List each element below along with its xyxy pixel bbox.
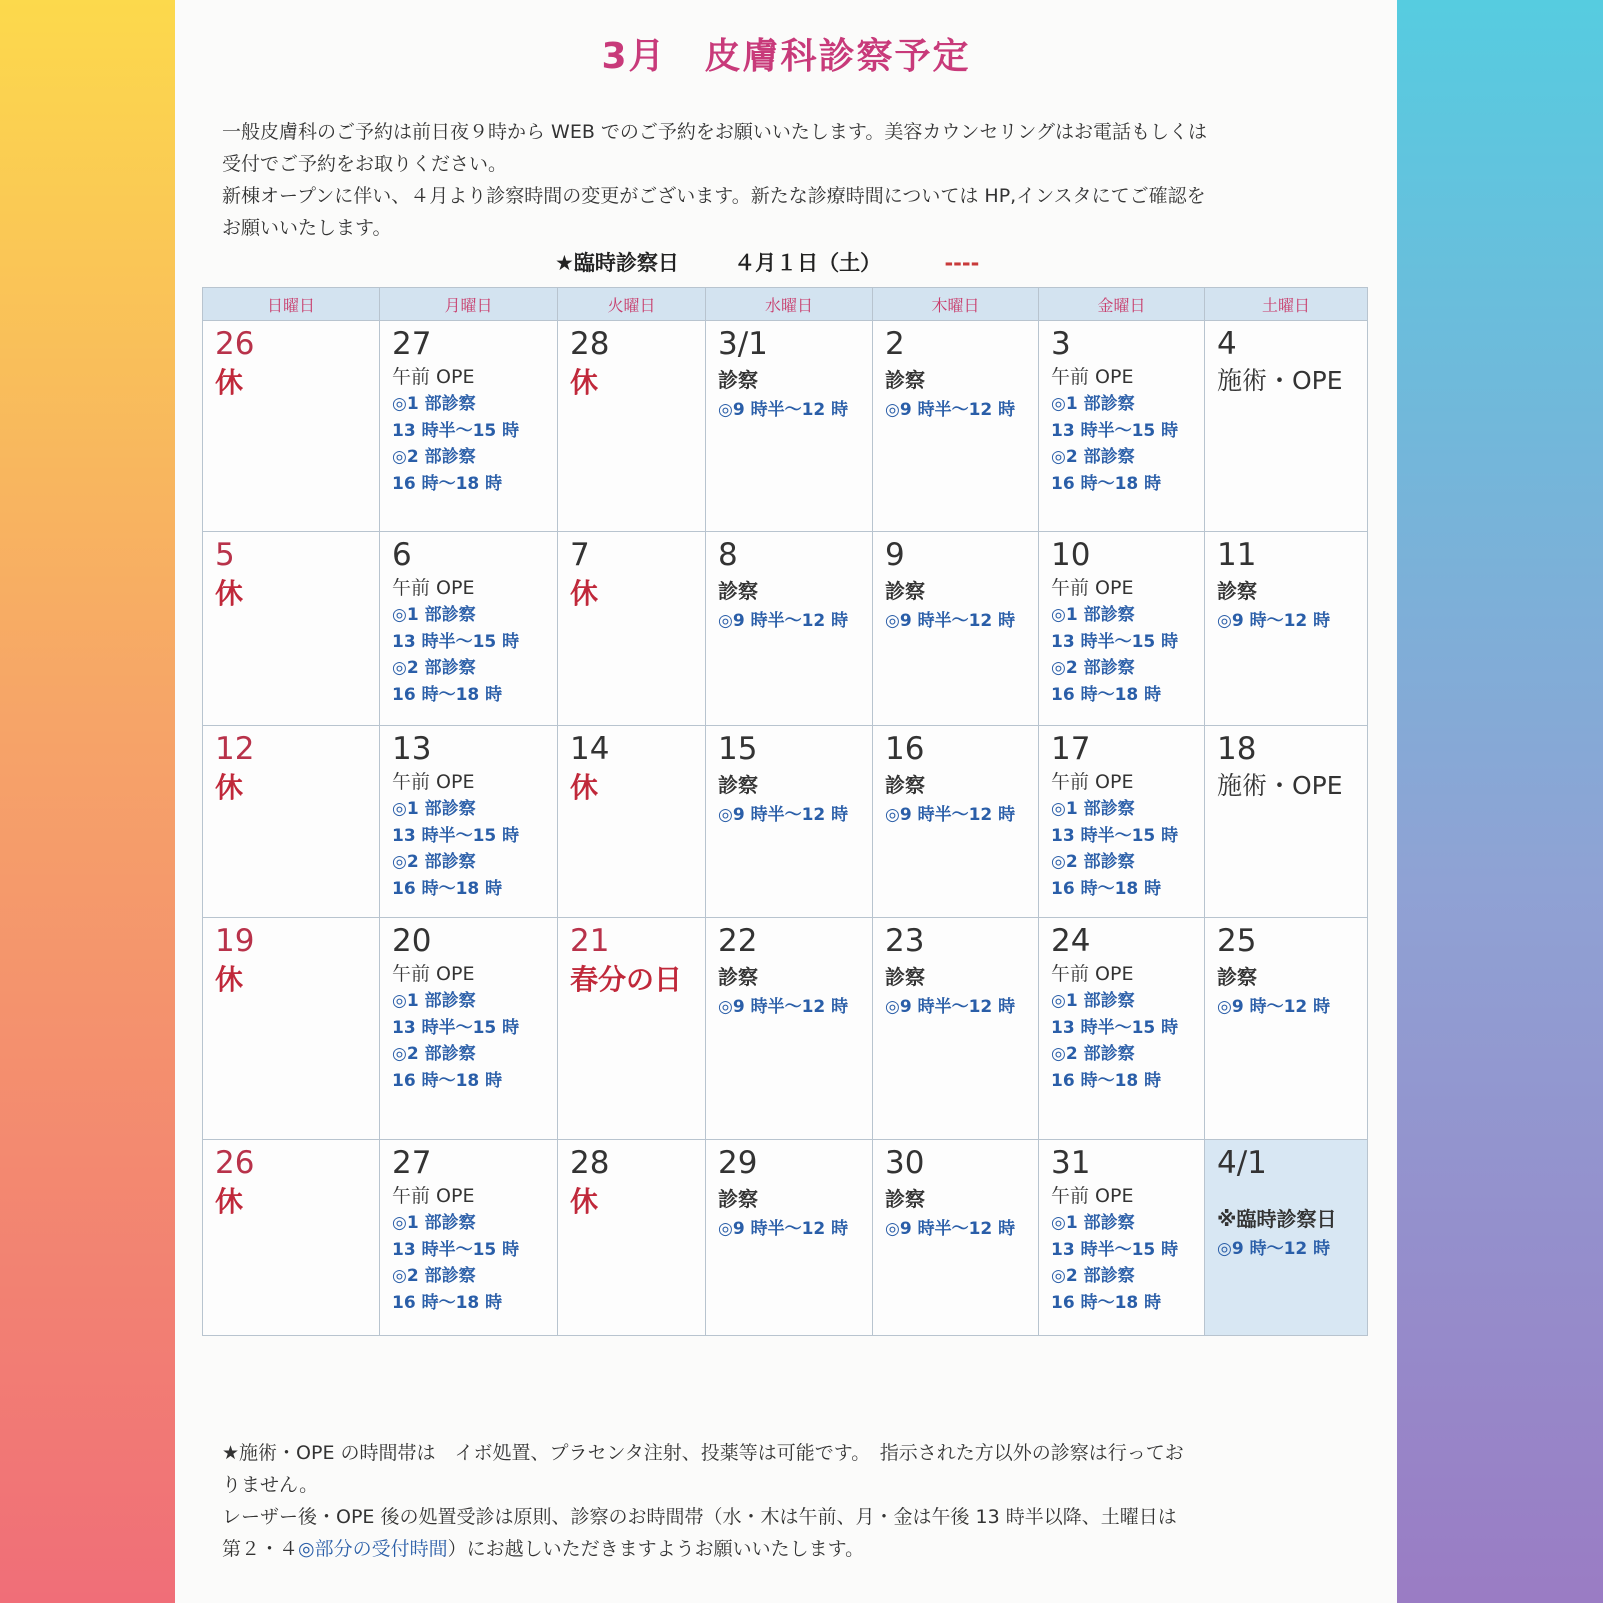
calendar-week-row [203,726,1368,918]
closed-label: 休 [570,577,599,610]
closed-label: 休 [215,366,244,399]
calendar-day-cell [873,321,1039,532]
calendar-day-cell [1205,726,1368,918]
closed-label: 休 [215,1185,244,1218]
day-number: 24 [1051,923,1091,959]
calendar-day-cell [203,321,380,532]
calendar-day-cell [380,1140,558,1336]
exam-label: 診察 [885,773,925,797]
closed-label: 休 [215,577,244,610]
exam-label: 診察 [885,579,925,603]
intro-line: 受付でご予約をお取りください。 [222,153,508,175]
day-number: 13 [392,731,432,767]
calendar-day-cell [380,321,558,532]
session-2-label: ◎2 部診察 [392,1266,476,1286]
calendar-table [202,287,1368,1336]
weekday-header: 月曜日 [380,288,558,321]
calendar-week-row [203,1140,1368,1336]
session-2-time: 16 時～18 時 [392,878,503,899]
day-number: 17 [1051,731,1091,767]
exam-time: ◎9 時半～12 時 [718,1219,849,1239]
session-2-label: ◎2 部診察 [1051,658,1135,678]
session-2-time: 16 時～18 時 [392,1292,503,1313]
calendar-day-cell [1205,321,1368,532]
exam-time: ◎9 時半～12 時 [885,997,1016,1017]
exam-time: ◎9 時半～12 時 [885,400,1016,420]
exam-time: ◎9 時半～12 時 [885,611,1016,631]
session-1-label: ◎1 部診察 [1051,799,1135,819]
day-number: 19 [215,923,255,959]
calendar-day-cell [873,1140,1039,1336]
session-2-label: ◎2 部診察 [1051,1044,1135,1064]
calendar-day-cell [1205,532,1368,726]
exam-label: 診察 [1217,579,1257,603]
footer-pre: 第２・４ [222,1538,299,1560]
session-1-label: ◎1 部診察 [392,394,476,414]
day-number: 4/1 [1217,1145,1267,1181]
day-number: 27 [392,326,432,362]
day-number: 7 [570,537,590,573]
exam-time: ◎9 時半～12 時 [718,611,849,631]
day-number: 28 [570,1145,610,1181]
session-2-time: 16 時～18 時 [392,1070,503,1091]
session-1-time: 13 時半～15 時 [392,631,520,652]
session-2-label: ◎2 部診察 [1051,447,1135,467]
session-1-time: 13 時半～15 時 [392,1239,520,1260]
closed-label: 休 [570,1185,599,1218]
session-1-label: ◎1 部診察 [392,605,476,625]
calendar-day-cell [1205,1140,1368,1336]
exam-label: 診察 [718,368,758,392]
ope-label: 午前 OPE [392,963,475,985]
session-2-label: ◎2 部診察 [1051,1266,1135,1286]
special-exam-day [555,247,979,277]
day-number: 6 [392,537,412,573]
ope-label: 午前 OPE [392,366,475,388]
day-number: 3 [1051,326,1071,362]
special-notice: ※臨時診察日 [1217,1207,1337,1231]
session-2-label: ◎2 部診察 [392,658,476,678]
calendar-week-row [203,321,1368,532]
exam-label: 診察 [718,773,758,797]
ope-label: 午前 OPE [1051,1185,1134,1207]
weekday-header: 水曜日 [706,288,873,321]
session-2-label: ◎2 部診察 [392,447,476,467]
day-number: 15 [718,731,758,767]
weekday-header: 土曜日 [1205,288,1368,321]
closed-label: 春分の日 [570,963,683,996]
schedule-sheet [175,0,1397,1603]
day-number: 22 [718,923,758,959]
day-number: 18 [1217,731,1257,767]
day-number: 4 [1217,326,1237,362]
calendar-day-cell [1039,321,1205,532]
calendar-week-row [203,532,1368,726]
session-1-time: 13 時半～15 時 [392,825,520,846]
calendar-day-cell [380,918,558,1140]
calendar-day-cell [203,726,380,918]
session-1-time: 13 時半～15 時 [392,1017,520,1038]
session-2-time: 16 時～18 時 [1051,473,1162,494]
day-number: 12 [215,731,255,767]
special-dash: ---- [944,251,980,275]
session-1-time: 13 時半～15 時 [1051,1239,1179,1260]
footer-line: レーザー後・OPE 後の処置受診は原則、診察のお時間帯（水・木は午前、月・金は午後 13 時半以降、土曜日は [222,1506,1177,1528]
intro-line: 新棟オープンに伴い、４月より診察時間の変更がございます。新たな診療時間については HP,インスタにてご確認を [222,185,1206,207]
day-number: 21 [570,923,610,959]
calendar-day-cell [203,532,380,726]
special-date: ４月１日（土） [734,251,882,275]
calendar-day-cell [873,532,1039,726]
footer-blue: ◎部分の受付時間 [298,1538,448,1560]
calendar-day-cell [380,726,558,918]
day-number: 14 [570,731,610,767]
session-1-label: ◎1 部診察 [392,991,476,1011]
day-number: 26 [215,326,255,362]
ope-label: 午前 OPE [1051,577,1134,599]
special-label: ★臨時診察日 [555,251,679,275]
calendar-day-cell [706,726,873,918]
closed-label: 休 [570,366,599,399]
session-1-time: 13 時半～15 時 [1051,825,1179,846]
day-number: 8 [718,537,738,573]
surgery-label: 施術・OPE [1217,771,1343,800]
footer-notes [222,1437,1342,1565]
session-2-time: 16 時～18 時 [1051,1292,1162,1313]
calendar-day-cell [706,918,873,1140]
exam-label: 診察 [885,368,925,392]
ope-label: 午前 OPE [392,771,475,793]
exam-label: 診察 [718,1187,758,1211]
calendar-day-cell [558,321,706,532]
calendar-day-cell [1039,726,1205,918]
day-number: 30 [885,1145,925,1181]
session-1-time: 13 時半～15 時 [1051,1017,1179,1038]
calendar-day-cell [1039,1140,1205,1336]
day-number: 23 [885,923,925,959]
gradient-right [1397,0,1603,1603]
ope-label: 午前 OPE [392,1185,475,1207]
session-1-label: ◎1 部診察 [1051,394,1135,414]
exam-time: ◎9 時半～12 時 [718,997,849,1017]
calendar-day-cell [873,726,1039,918]
exam-label: 診察 [718,965,758,989]
closed-label: 休 [215,771,244,804]
day-number: 28 [570,326,610,362]
session-2-time: 16 時～18 時 [1051,1070,1162,1091]
calendar-day-cell [1039,532,1205,726]
ope-label: 午前 OPE [1051,771,1134,793]
day-number: 31 [1051,1145,1091,1181]
exam-time: ◎9 時半～12 時 [718,805,849,825]
calendar-day-cell [558,918,706,1140]
calendar-day-cell [873,918,1039,1140]
closed-label: 休 [570,771,599,804]
session-1-time: 13 時半～15 時 [1051,420,1179,441]
session-2-time: 16 時～18 時 [392,684,503,705]
calendar-day-cell [706,1140,873,1336]
surgery-label: 施術・OPE [1217,366,1343,395]
day-number: 10 [1051,537,1091,573]
weekday-header: 木曜日 [873,288,1039,321]
day-number: 29 [718,1145,758,1181]
day-number: 11 [1217,537,1257,573]
weekday-header: 金曜日 [1039,288,1205,321]
day-number: 26 [215,1145,255,1181]
session-1-label: ◎1 部診察 [1051,991,1135,1011]
footer-post: ）にお越しいただきますようお願いいたします。 [447,1538,865,1560]
session-2-time: 16 時～18 時 [392,473,503,494]
footer-line: りません。 [222,1474,319,1496]
calendar-day-cell [558,726,706,918]
day-number: 20 [392,923,432,959]
session-2-label: ◎2 部診察 [1051,852,1135,872]
calendar-day-cell [1039,918,1205,1140]
calendar-day-cell [203,918,380,1140]
intro-line: 一般皮膚科のご予約は前日夜９時から WEB でのご予約をお願いいたします。美容カウンセリングはお電話もしくは [222,121,1208,143]
exam-time: ◎9 時半～12 時 [885,805,1016,825]
calendar-day-cell [558,532,706,726]
session-1-label: ◎1 部診察 [1051,1213,1135,1233]
ope-label: 午前 OPE [1051,366,1134,388]
exam-label: 診察 [885,965,925,989]
intro-line: お願いいたします。 [222,217,392,239]
weekday-header-row [203,288,1368,321]
day-number: 25 [1217,923,1257,959]
calendar-day-cell [1205,918,1368,1140]
closed-label: 休 [215,963,244,996]
ope-label: 午前 OPE [392,577,475,599]
exam-time: ◎9 時～12 時 [1217,611,1331,631]
day-number: 2 [885,326,905,362]
exam-time: ◎9 時半～12 時 [718,400,849,420]
page-title: 3月 皮膚科診察予定 [601,36,971,77]
exam-label: 診察 [885,1187,925,1211]
day-number: 3/1 [718,326,768,362]
exam-label: 診察 [1217,965,1257,989]
calendar-day-cell [706,321,873,532]
session-2-label: ◎2 部診察 [392,852,476,872]
calendar-day-cell [380,532,558,726]
exam-time: ◎9 時～12 時 [1217,997,1331,1017]
session-1-label: ◎1 部診察 [1051,605,1135,625]
session-1-label: ◎1 部診察 [392,1213,476,1233]
special-time: ◎9 時～12 時 [1217,1239,1331,1259]
footer-line: ★施術・OPE の時間帯は イボ処置、プラセンタ注射、投薬等は可能です。 指示された方以外の診察は行ってお [222,1442,1184,1464]
session-2-label: ◎2 部診察 [392,1044,476,1064]
intro-text [222,116,1342,244]
session-2-time: 16 時～18 時 [1051,684,1162,705]
session-1-label: ◎1 部診察 [392,799,476,819]
calendar-day-cell [558,1140,706,1336]
calendar-day-cell [706,532,873,726]
day-number: 27 [392,1145,432,1181]
exam-label: 診察 [718,579,758,603]
calendar-day-cell [203,1140,380,1336]
weekday-header: 日曜日 [203,288,380,321]
exam-time: ◎9 時半～12 時 [885,1219,1016,1239]
gradient-left [0,0,175,1603]
calendar-week-row [203,918,1368,1140]
day-number: 5 [215,537,235,573]
weekday-header: 火曜日 [558,288,706,321]
day-number: 9 [885,537,905,573]
footer-line [222,1533,1342,1565]
ope-label: 午前 OPE [1051,963,1134,985]
session-2-time: 16 時～18 時 [1051,878,1162,899]
session-1-time: 13 時半～15 時 [1051,631,1179,652]
day-number: 16 [885,731,925,767]
session-1-time: 13 時半～15 時 [392,420,520,441]
